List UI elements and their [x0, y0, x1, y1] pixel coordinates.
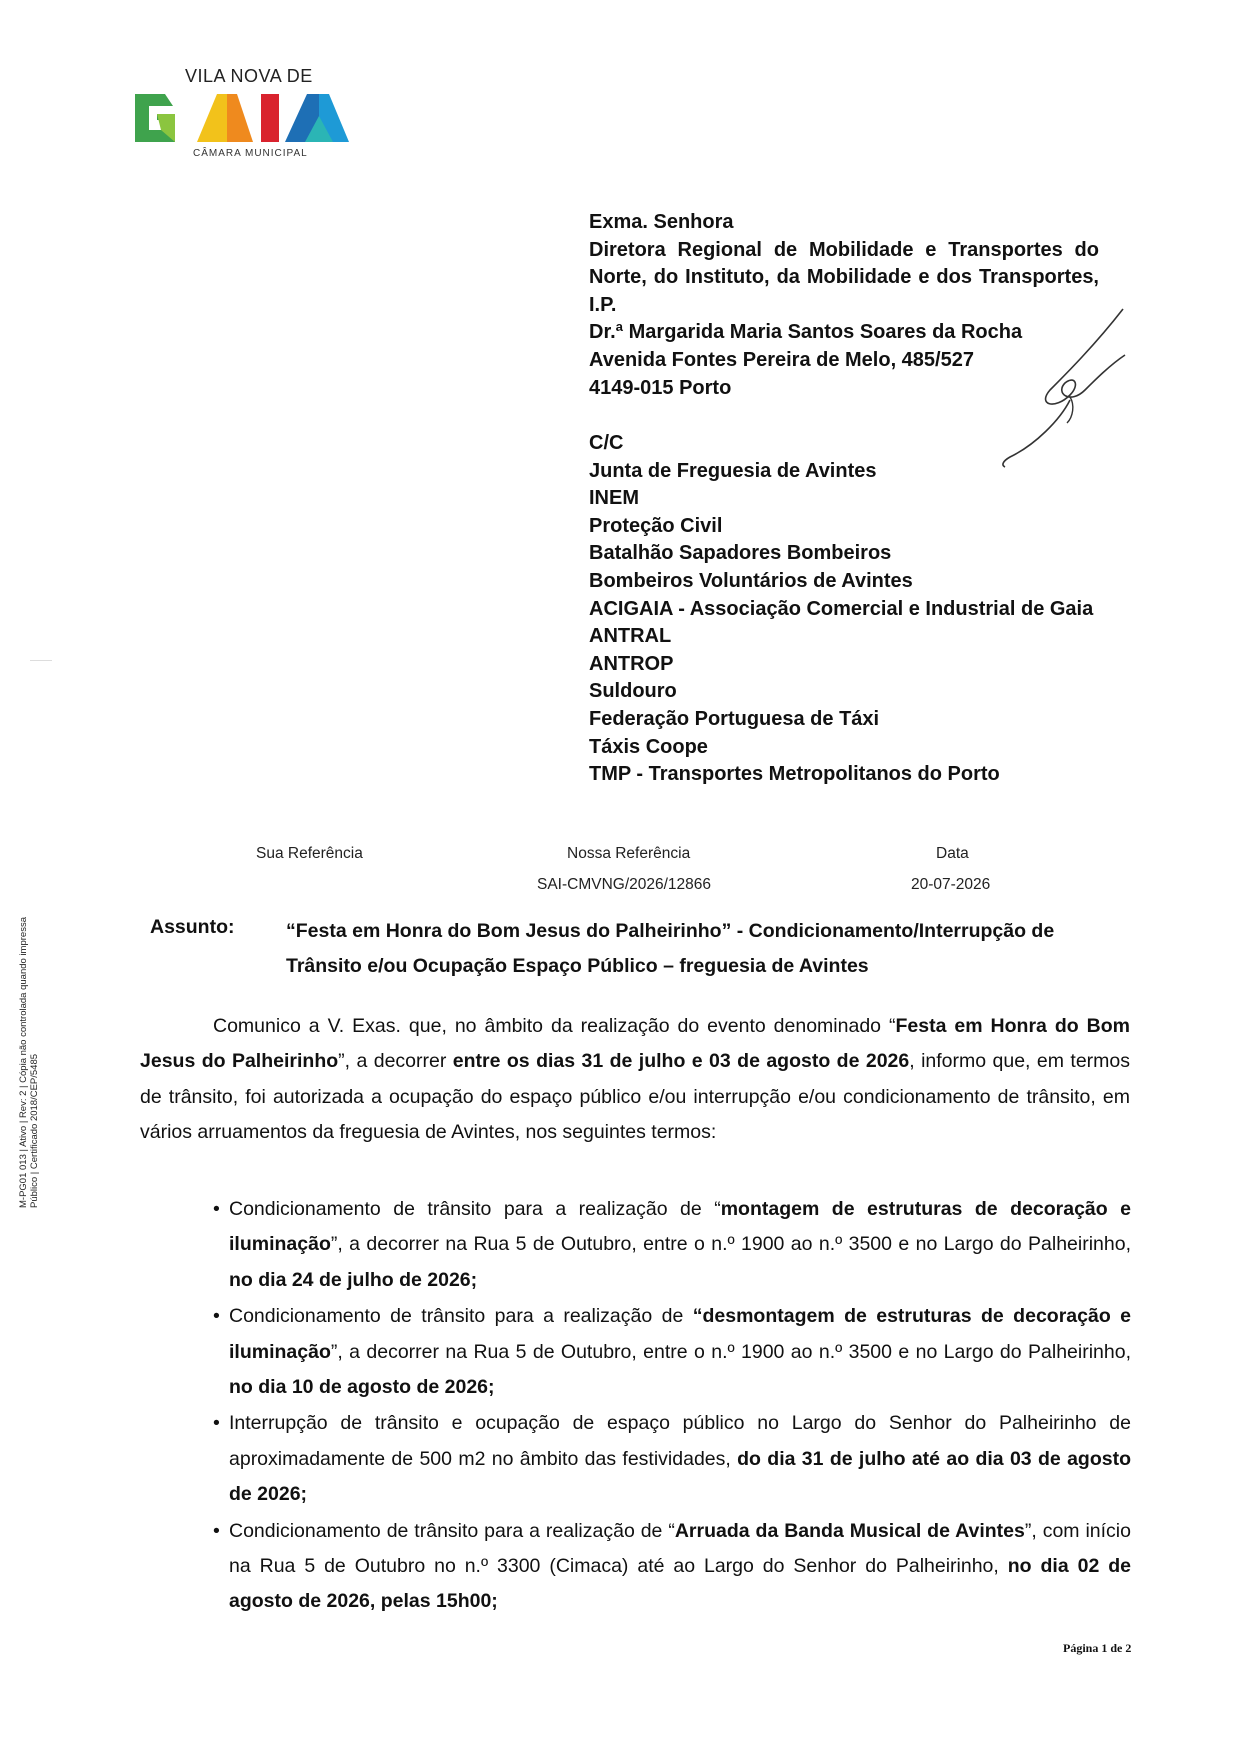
- addressee-line: Avenida Fontes Pereira de Melo, 485/527: [589, 348, 974, 371]
- data-label: Data: [936, 845, 969, 862]
- bullet-text: Condicionamento de trânsito para a realização de “: [229, 1198, 721, 1220]
- cc-recipient: INEM: [589, 487, 639, 510]
- bullet-bold: “desmontagem de estruturas de decoração e iluminação: [229, 1305, 1131, 1363]
- list-item: [213, 1299, 1131, 1405]
- bullet-date: no dia 10 de agosto de 2026;: [229, 1376, 495, 1399]
- gaia-logo-mark: [135, 86, 365, 148]
- nossa-referencia-label: Nossa Referência: [567, 845, 691, 862]
- bullet-icon: •: [213, 1412, 220, 1435]
- page-number: Página 1 de 2: [1063, 1641, 1132, 1655]
- addressee-line: Dr.ª Margarida Maria Santos Soares da Rocha: [589, 321, 1023, 344]
- gaia-logo: [135, 66, 365, 166]
- body-text: ”, a decorrer: [338, 1050, 453, 1073]
- cc-recipient: Bombeiros Voluntários de Avintes: [589, 569, 913, 592]
- bullet-icon: •: [213, 1305, 220, 1328]
- list-item: [213, 1192, 1131, 1298]
- bullet-icon: •: [213, 1519, 220, 1542]
- bullet-text: ”, a decorrer na Rua 5 de Outubro, entre o n.º 1900 ao n.º 3500 e no Largo do Palheirinho,: [330, 1340, 1131, 1363]
- cc-block: [589, 430, 1099, 789]
- list-item: [213, 1406, 1131, 1512]
- bullet-bold: montagem de estruturas de decoração e iluminação: [229, 1198, 1131, 1256]
- bullet-date: no dia 02 de agosto de 2026, pelas 15h00;: [229, 1555, 1131, 1613]
- cc-recipient: Batalhão Sapadores Bombeiros: [589, 542, 892, 565]
- cc-recipient: ANTRAL: [589, 625, 672, 648]
- event-dates: entre os dias 31 de julho e 03 de agosto de 2026: [452, 1050, 910, 1073]
- body-paragraph: [140, 1009, 1130, 1151]
- logo-bottom-text: CÂMARA MUNICIPAL: [193, 148, 308, 159]
- body-text: , informo que, em termos de trânsito, foi autorizada a ocupação do espaço público e/ou interrupção e/ou condicionamento de trânsito, em vários arruamentos da freguesia de Avintes, nos seguintes termos:: [140, 1050, 1130, 1144]
- data-value: 20-07-2026: [911, 876, 991, 893]
- cc-recipient: Federação Portuguesa de Táxi: [589, 707, 880, 730]
- nossa-referencia-value: SAI-CMVNG/2026/12866: [537, 876, 712, 893]
- bullet-text: Condicionamento de trânsito para a realização de “: [229, 1519, 675, 1542]
- logo-top-text: VILA NOVA DE: [185, 66, 313, 86]
- control-line: Público | Certificado 2018/CEP/5485: [29, 1053, 40, 1208]
- body-text: Comunico a V. Exas. que, no âmbito da realização do evento denominado “: [213, 1015, 896, 1037]
- bullet-text: ”, a decorrer na Rua 5 de Outubro, entre o n.º 1900 ao n.º 3500 e no Largo do Palheirinho,: [330, 1233, 1131, 1256]
- sua-referencia-label: Sua Referência: [256, 845, 363, 862]
- bullet-text: ”, com início na Rua 5 de Outubro no n.º 3300 (Cimaca) até ao Largo do Senhor do Palheirinho,: [229, 1519, 1131, 1578]
- cc-recipient: Junta de Freguesia de Avintes: [589, 459, 877, 482]
- event-name: Festa em Honra do Bom Jesus do Palheirinho: [140, 1015, 1130, 1073]
- measures-list: [213, 1192, 1131, 1621]
- cc-recipient: TMP - Transportes Metropolitanos do Porto: [589, 763, 1000, 786]
- margin-mark: [30, 660, 52, 661]
- subject-text: “Festa em Honra do Bom Jesus do Palheirinho” - Condicionamento/Interrupção de Trânsito e/ou Ocupação Espaço Público – freguesia de Avintes: [286, 920, 1055, 977]
- cc-recipient: Suldouro: [589, 680, 677, 703]
- list-item: [213, 1514, 1131, 1620]
- cc-label: C/C: [589, 432, 624, 454]
- bullet-icon: •: [213, 1198, 220, 1220]
- addressee-line: 4149-015 Porto: [589, 376, 732, 399]
- cc-recipient: Proteção Civil: [589, 514, 723, 537]
- cc-recipient: Táxis Coope: [589, 735, 708, 758]
- document-control-text: [18, 917, 40, 1208]
- cc-recipient: ANTROP: [589, 652, 674, 675]
- addressee-line: Exma. Senhora: [589, 211, 734, 233]
- bullet-text: Condicionamento de trânsito para a realização de: [229, 1305, 693, 1328]
- bullet-bold: do dia 31 de julho até ao dia 03 de agosto de 2026;: [229, 1447, 1131, 1506]
- subject-label: Assunto:: [150, 916, 235, 938]
- cc-recipient: ACIGAIA - Associação Comercial e Industrial de Gaia: [589, 597, 1094, 620]
- bullet-text: Interrupção de trânsito e ocupação de espaço público no Largo do Senhor do Palheirinho de aproximadamente de 500 m2 no âmbito das festividades,: [229, 1412, 1131, 1470]
- bullet-bold: Arruada da Banda Musical de Avintes: [674, 1519, 1025, 1542]
- control-line: M-PG01 013 | Ativo | Rev: 2 | Cópia não controlada quando impressa: [18, 917, 29, 1208]
- bullet-date: no dia 24 de julho de 2026;: [229, 1268, 478, 1291]
- addressee-line: Diretora Regional de Mobilidade e Transportes do Norte, do Instituto, da Mobilidade e dos Transportes, I.P.: [589, 238, 1099, 316]
